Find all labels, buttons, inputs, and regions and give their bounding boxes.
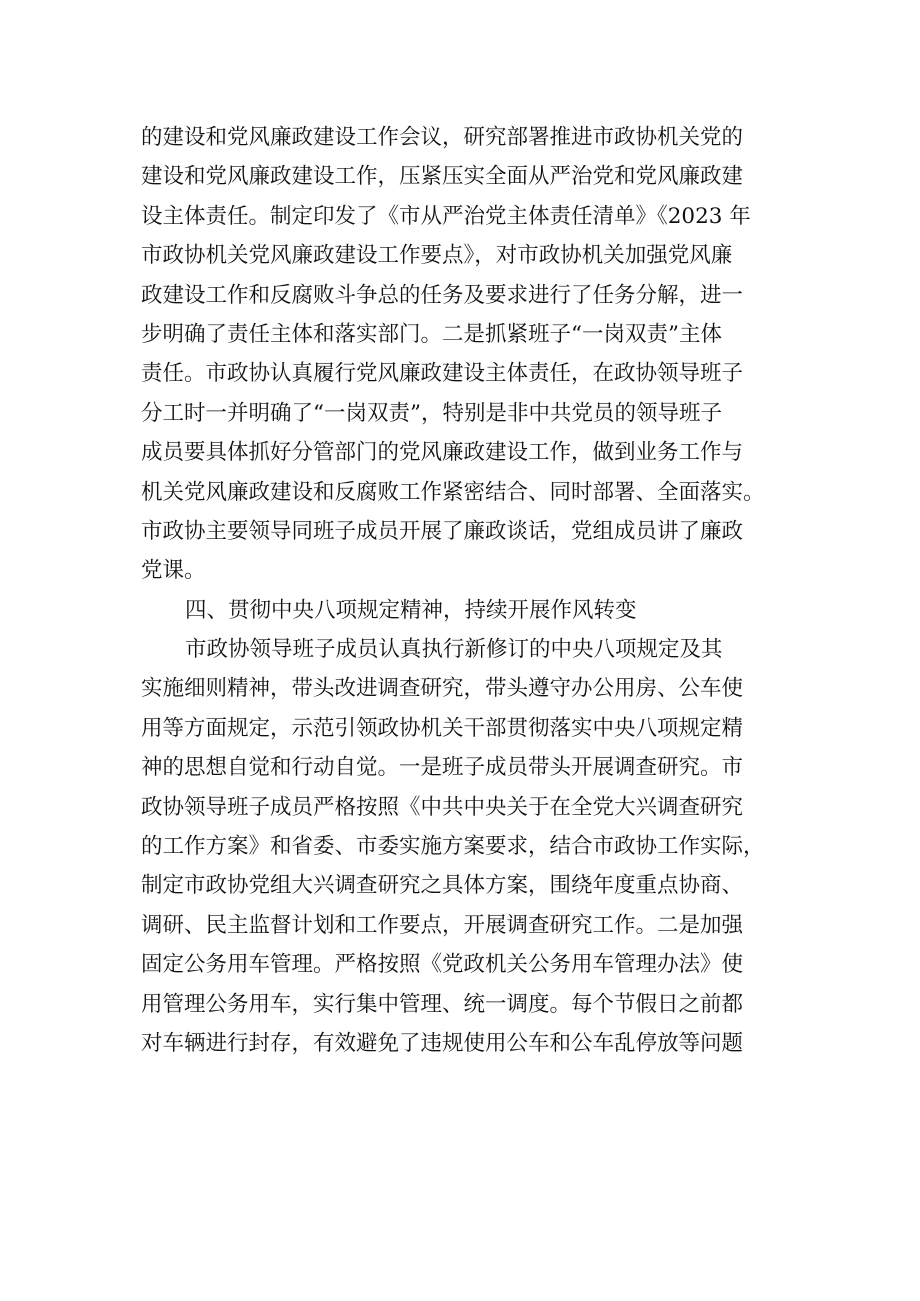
- paragraph-line: 的工作方案》和省委、市委实施方案要求，结合市政协工作实际，: [141, 834, 765, 860]
- paragraph-line: 用等方面规定，示范引领政协机关干部贯彻落实中央八项规定精: [141, 715, 744, 741]
- paragraph-line: 对车辆进行封存，有效避免了违规使用公车和公车乱停放等问题: [141, 1030, 744, 1056]
- paragraph-line: 分工时一并明确了“一岗双责”，特别是非中共党员的领导班子: [141, 400, 722, 426]
- paragraph-line: 市政协领导班子成员认真执行新修订的中央八项规定及其: [185, 637, 723, 663]
- paragraph-line: 政建设工作和反腐败斗争总的任务及要求进行了任务分解，进一: [141, 282, 744, 308]
- paragraph-line: 责任。市政协认真履行党风廉政建设主体责任，在政协领导班子: [141, 361, 744, 387]
- paragraph-line: 市政协主要领导同班子成员开展了廉政谈话，党组成员讲了廉政: [141, 518, 744, 544]
- paragraph-line: 实施细则精神，带头改进调查研究，带头遵守办公用房、公车使: [141, 676, 744, 702]
- paragraph-line: 党课。: [141, 558, 206, 584]
- paragraph-line: 用管理公务用车，实行集中管理、统一调度。每个节假日之前都: [141, 991, 744, 1017]
- paragraph-line: 市政协机关党风廉政建设工作要点》，对市政协机关加强党风廉: [141, 243, 733, 269]
- paragraph-line: 调研、民主监督计划和工作要点，开展调查研究工作。二是加强: [141, 912, 744, 938]
- paragraph-line: 的建设和党风廉政建设工作会议，研究部署推进市政协机关党的: [141, 125, 744, 150]
- paragraph-line: 机关党风廉政建设和反腐败工作紧密结合、同时部署、全面落实。: [141, 479, 765, 505]
- paragraph-line: 成员要具体抓好分管部门的党风廉政建设工作，做到业务工作与: [141, 440, 744, 466]
- paragraph-line: 设主体责任。制定印发了《市从严治党主体责任清单》《2023 年: [141, 203, 751, 229]
- paragraph-line: 步明确了责任主体和落实部门。二是抓紧班子“一岗双责”主体: [141, 321, 722, 347]
- body-text: [141, 118, 801, 1063]
- paragraph-line: 建设和党风廉政建设工作，压紧压实全面从严治党和党风廉政建: [141, 164, 744, 190]
- section-heading: 四、贯彻中央八项规定精神，持续开展作风转变: [185, 597, 637, 623]
- paragraph-line: 固定公务用车管理。严格按照《党政机关公务用车管理办法》使: [141, 952, 744, 978]
- paragraph-line: 制定市政协党组大兴调查研究之具体方案，围绕年度重点协商、: [141, 873, 744, 899]
- paragraph-line: 神的思想自觉和行动自觉。一是班子成员带头开展调查研究。市: [141, 755, 744, 781]
- paragraph-line: 政协领导班子成员严格按照《中共中央关于在全党大兴调查研究: [141, 794, 744, 820]
